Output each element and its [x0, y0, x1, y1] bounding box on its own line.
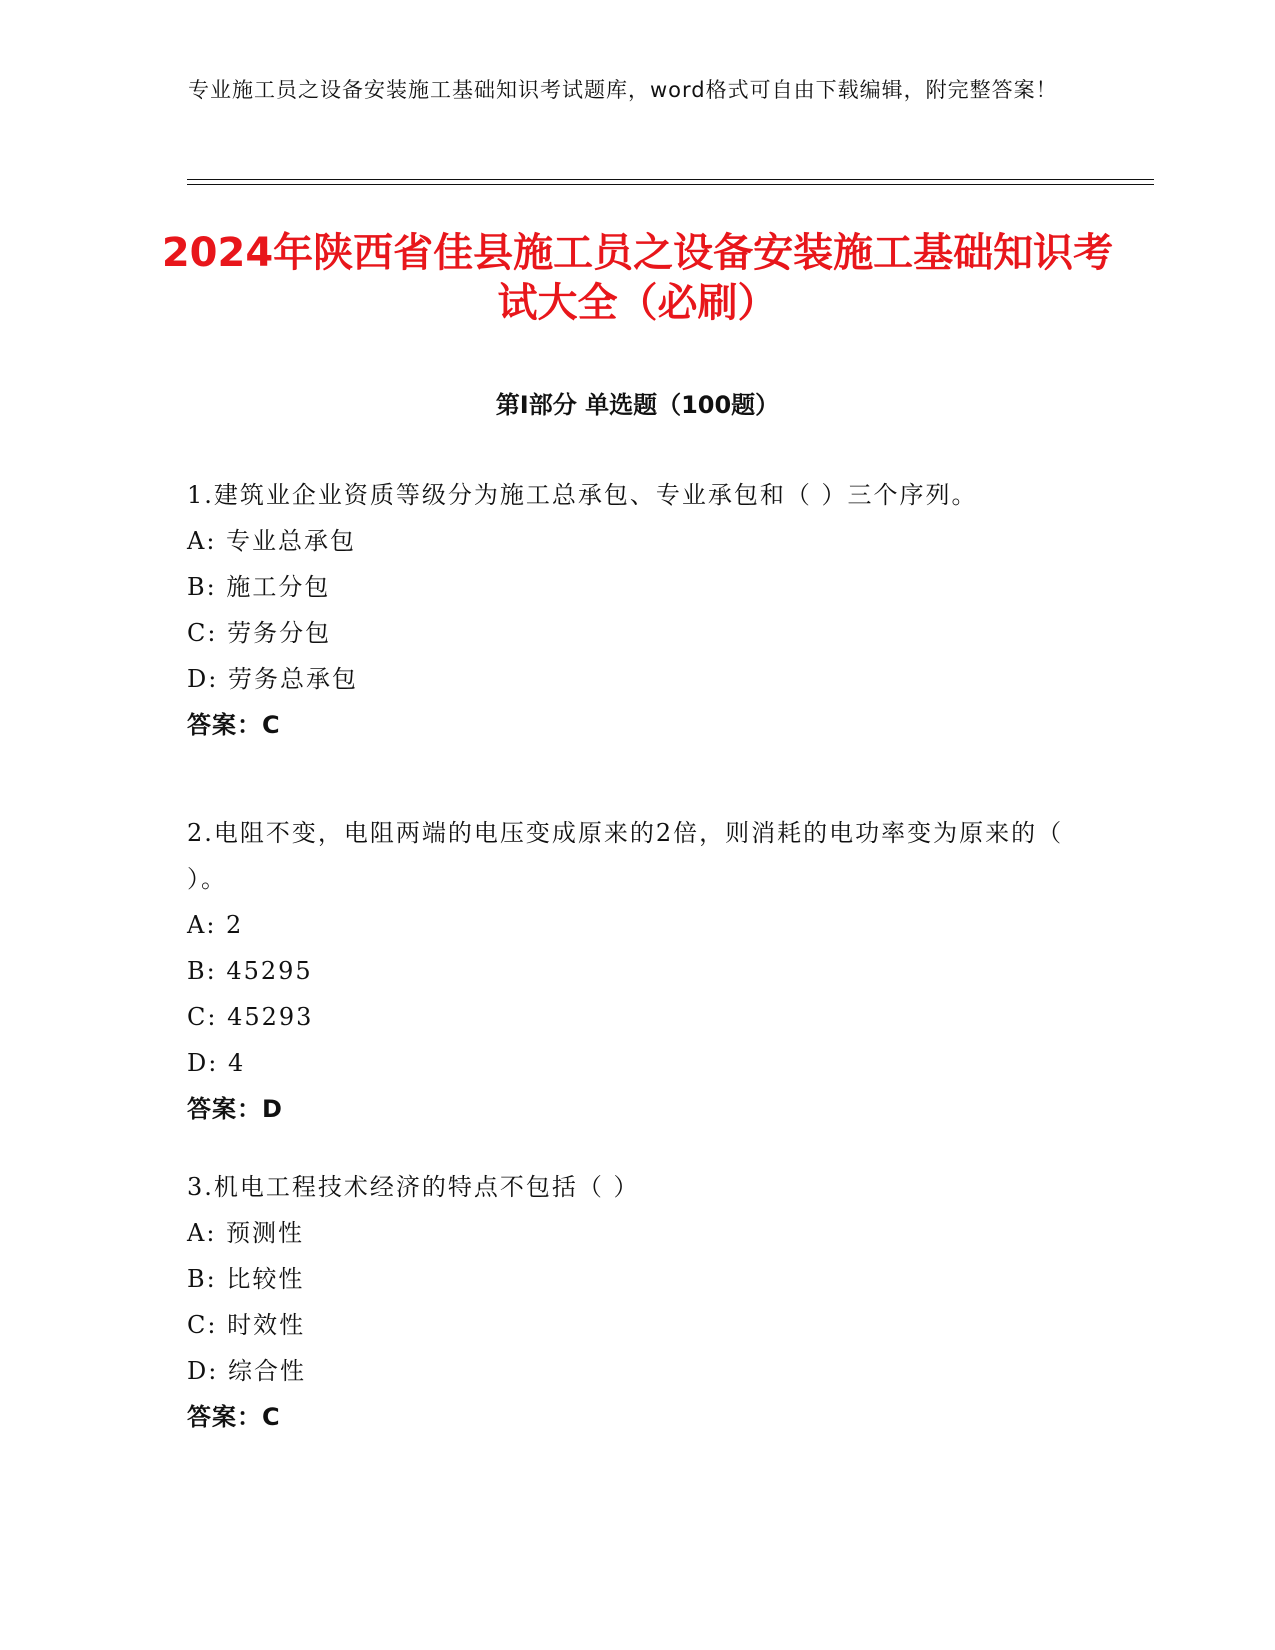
- option-c: C: 劳务分包: [187, 619, 332, 647]
- option-a: A: 专业总承包: [187, 527, 357, 555]
- document-title: 2024年陕西省佳县施工员之设备安装施工基础知识考试大全（必刷）: [161, 230, 1114, 326]
- question-block: [187, 1164, 1087, 1440]
- option-a: A: 预测性: [187, 1219, 305, 1247]
- header-divider-bottom: [187, 184, 1154, 185]
- option-d: D: 4: [187, 1049, 246, 1077]
- answer: 答案：C: [187, 711, 281, 739]
- option-d: D: 劳务总承包: [187, 665, 358, 693]
- header-divider-top: [187, 179, 1154, 180]
- question-stem: 3.机电工程技术经济的特点不包括（ ）: [187, 1173, 640, 1201]
- header-note: 专业施工员之设备安装施工基础知识考试题库，word格式可自由下载编辑，附完整答案！: [188, 78, 1058, 102]
- option-b: B: 45295: [187, 957, 313, 985]
- option-b: B: 施工分包: [187, 573, 331, 601]
- section-heading: 第Ⅰ部分 单选题（100题）: [495, 391, 780, 419]
- option-d: D: 综合性: [187, 1357, 306, 1385]
- option-b: B: 比较性: [187, 1265, 305, 1293]
- option-a: A: 2: [187, 911, 244, 939]
- question-stem: 2.电阻不变，电阻两端的电压变成原来的2倍，则消耗的电功率变为原来的（ ）。: [187, 819, 1064, 893]
- question-stem: 1.建筑业企业资质等级分为施工总承包、专业承包和（ ）三个序列。: [187, 481, 978, 509]
- option-c: C: 时效性: [187, 1311, 306, 1339]
- option-c: C: 45293: [187, 1003, 314, 1031]
- answer: 答案：D: [187, 1095, 283, 1123]
- question-block: [187, 472, 1087, 748]
- question-block: [187, 810, 1087, 1132]
- answer: 答案：C: [187, 1403, 281, 1431]
